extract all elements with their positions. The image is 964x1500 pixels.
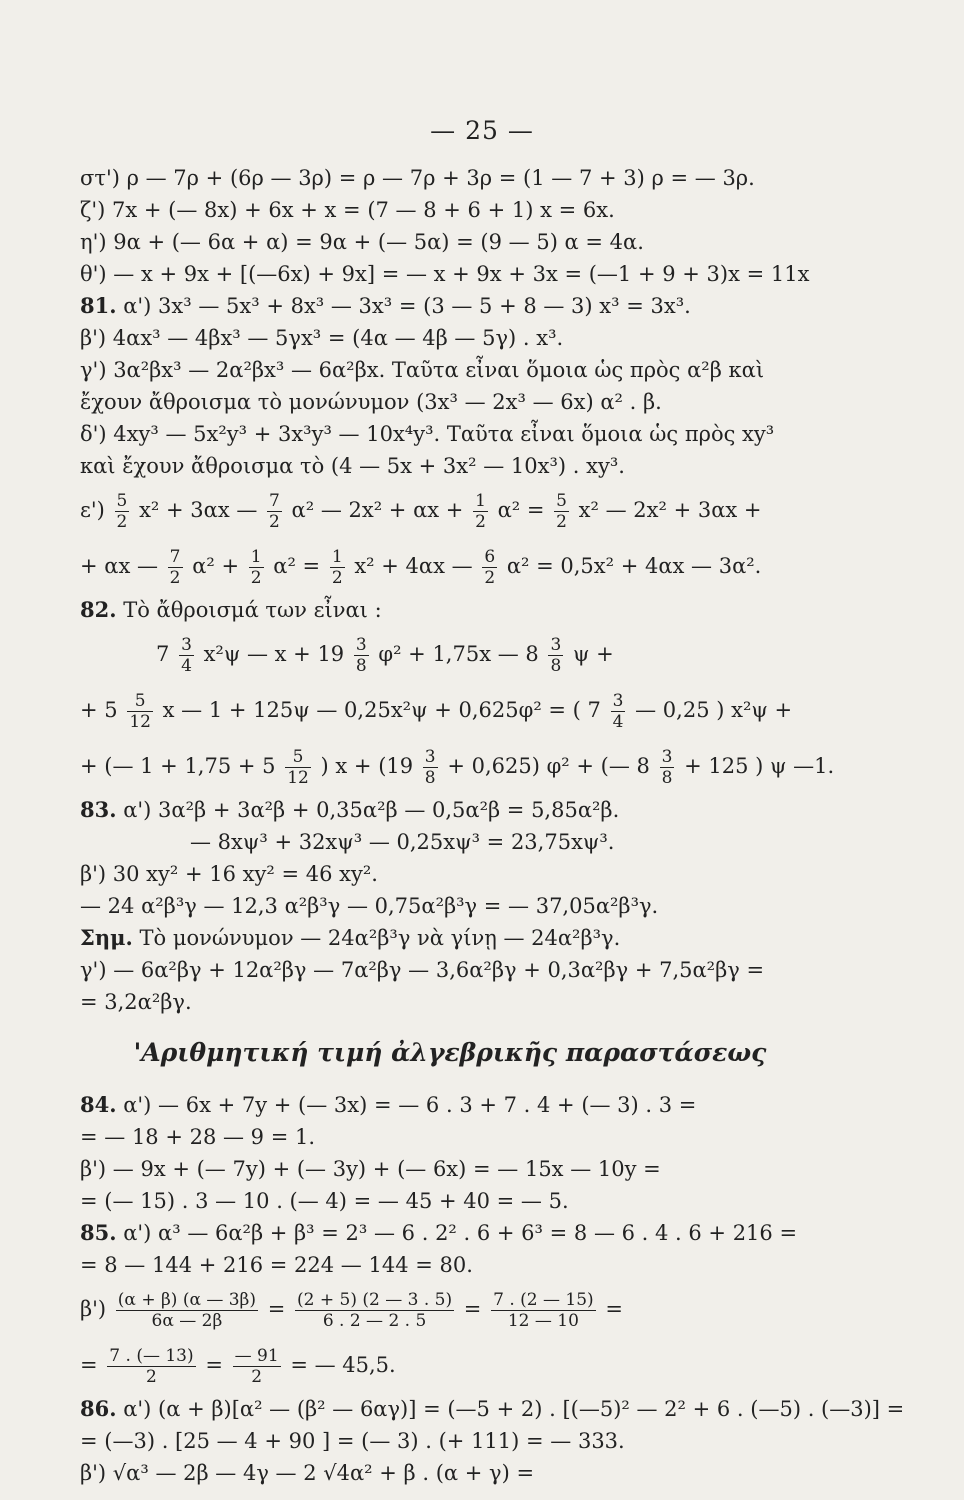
denominator: 8 [355,656,367,676]
text-span: α² + [192,554,240,578]
text-line: καὶ ἔχουν ἄθροισμα τὸ (4 — 5x + 3x² — 10x³) . xy³. [80,454,625,478]
text-span: = [80,1353,98,1377]
text-line: — 24 α²β³γ — 12,3 α²β³γ — 0,75α²β³γ = — 37,05α²β³γ. [80,894,659,918]
text-span: α² = 0,5x² + 4αx — 3α². [506,554,762,578]
text-line: = 3,2α²βγ. [80,990,192,1014]
text-span: ε') [80,498,105,522]
text-span: α') 3x³ — 5x³ + 8x³ — 3x³ = (3 — 5 + 8 — 3) x³ = 3x³. [116,294,691,318]
fraction [660,747,675,788]
text-line: β') — 9x + (— 7y) + (— 3y) + (— 6x) = — 15x — 10y = [80,1157,661,1181]
text-span: = [267,1297,286,1321]
text-span: = [463,1297,482,1321]
fraction [285,747,311,788]
denominator: 2 [331,568,343,588]
denominator: 6α — 2β [151,1311,223,1331]
denominator: 2 [484,568,496,588]
numerator: 1 [331,547,343,567]
fraction [554,491,569,532]
exercise-number: 82. [80,597,117,622]
denominator: 2 [556,512,567,532]
numerator: 3 [355,635,367,655]
fraction [127,691,153,732]
denominator: 12 [129,712,151,732]
note-label: Σημ. [80,925,133,950]
fraction [295,1290,454,1331]
text-span: + (— 1 + 1,75 + 5 [80,754,276,778]
text-span: α² — 2x² + αx + [291,498,464,522]
text-span: x² — 2x² + 3αx + [578,498,762,522]
numerator: 5 [556,491,567,511]
text-span: = — 45,5. [290,1353,396,1377]
numerator: 3 [424,747,436,767]
numerator: 3 [661,747,673,767]
exercise-82 [80,594,820,626]
denominator: 8 [424,768,436,788]
numerator: 1 [250,547,262,567]
denominator: 12 — 10 [507,1311,579,1331]
text-line: β') 4αx³ — 4βx³ — 5γx³ = (4α — 4β — 5γ) . x³. [80,326,564,350]
text-line: β') √α³ — 2β — 4γ — 2 √4α² + β . (α + γ) = [80,1461,535,1485]
denominator: 4 [612,712,624,732]
text-line: = (— 15) . 3 — 10 . (— 4) = — 45 + 40 = — 5. [80,1189,569,1213]
denominator: 6 . 2 — 2 . 5 [322,1311,427,1331]
fraction [168,547,183,588]
text-line: — 8xψ³ + 32xψ³ — 0,25xψ³ = 23,75xψ³. [190,830,615,854]
text-span: β') [80,1297,107,1321]
denominator: 2 [250,568,262,588]
text-span: — 0,25 ) x²ψ + [635,698,793,722]
text-line: = 8 — 144 + 216 = 224 — 144 = 80. [80,1253,473,1277]
denominator: 2 [146,1367,157,1387]
fraction-line [80,738,835,794]
numerator: — 91 [234,1346,279,1366]
fraction-line [80,482,820,538]
numerator: 1 [475,491,486,511]
denominator: 2 [169,568,181,588]
denominator: 2 [116,512,128,532]
text-span: x² + 4αx — [354,554,473,578]
text-span: Τὸ ἄθροισμά των εἶναι : [116,598,382,622]
section-heading: 'Αριθμητική τιμή ἀλγεβρικῆς παραστάσεως [133,1038,767,1067]
text-span: ) x + (19 [320,754,414,778]
fraction-line [80,682,820,738]
fraction [107,1346,195,1387]
fraction [267,491,282,532]
text-span: α') 3α²β + 3α²β + 0,35α²β — 0,5α²β = 5,85α²β. [116,798,620,822]
text-span: x² + 3αx — [139,498,258,522]
text-line: ἔχουν ἄθροισμα τὸ μονώνυμον (3x³ — 2x³ — 6x) α² . β. [80,390,662,414]
text-line: γ') — 6α²βγ + 12α²βγ — 7α²βγ — 3,6α²βγ + 0,3α²βγ + 7,5α²βγ = [80,958,765,982]
text-span: Τὸ μονώνυμον — 24α²β³γ νὰ γίνῃ — 24α²β³γ. [132,926,621,950]
exercise-83 [80,794,820,826]
fraction-line [80,1281,820,1337]
numerator: 7 [169,547,181,567]
fraction [116,1290,258,1331]
fraction [179,635,194,676]
page-number: — 25 — [430,116,534,145]
fraction-line [80,538,820,594]
exercise-number: 81. [80,293,117,318]
exercise-number: 85. [80,1220,117,1245]
text-span: α² = [497,498,545,522]
text-span: 7 [156,642,170,666]
fraction [354,635,369,676]
fraction [473,491,488,532]
fraction [423,747,438,788]
numerator: 7 . (— 13) [109,1346,194,1366]
numerator: 3 [181,635,192,655]
text-span: α') (α + β)[α² — (β² — 6αγ)] = (—5 + 2) . [(—5)² — 2² + 6 . (—5) . (—3)] = [116,1397,905,1421]
numerator: 6 [484,547,496,567]
text-line: = (—3) . [25 — 4 + 90 ] = (— 3) . (+ 111) = — 333. [80,1429,625,1453]
text-line: η') 9α + (— 6α + α) = 9α + (— 5α) = (9 — 5) α = 4α. [80,230,644,254]
text-span: = [205,1353,223,1377]
numerator: 3 [612,691,624,711]
text-span: + 125 ) ψ —1. [684,754,835,778]
exercise-number: 83. [80,797,117,822]
denominator: 8 [550,656,562,676]
page-content [80,162,905,1489]
denominator: 2 [475,512,486,532]
text-span: α² = [273,554,321,578]
text-span: α') α³ — 6α²β + β³ = 2³ — 6 . 2² . 6 + 6³ = 8 — 6 . 4 . 6 + 216 = [116,1221,798,1245]
text-span: α') — 6x + 7y + (— 3x) = — 6 . 3 + 7 . 4 + (— 3) . 3 = [116,1093,697,1117]
text-span: ψ + [572,642,614,666]
numerator: (2 + 5) (2 — 3 . 5) [297,1290,453,1310]
text-line: δ') 4xy³ — 5x²y³ + 3x³y³ — 10x⁴y³. Ταῦτα εἶναι ὅμοια ὡς πρὸς xy³ [80,422,775,446]
exercise-number: 84. [80,1092,117,1117]
fraction [548,635,563,676]
numerator: 5 [127,691,153,712]
numerator: 5 [116,491,128,511]
denominator: 2 [269,512,280,532]
text-line: γ') 3α²βx³ — 2α²βx³ — 6α²βx. Ταῦτα εἶναι ὅμοια ὡς πρὸς α²β καὶ [80,358,765,382]
numerator: 7 . (2 — 15) [493,1290,594,1310]
denominator: 12 [287,768,309,788]
text-span: + αx — [80,554,158,578]
note-line [80,922,820,954]
fraction [233,1346,281,1387]
exercise-86 [80,1393,905,1425]
fraction [330,547,345,588]
exercise-84 [80,1089,820,1121]
text-line: ζ') 7x + (— 8x) + 6x + x = (7 — 8 + 6 + 1) x = 6x. [80,198,615,222]
numerator: 7 [269,491,280,511]
denominator: 8 [661,768,673,788]
fraction [482,547,497,588]
fraction [249,547,264,588]
text-span: φ² + 1,75x — 8 [378,642,539,666]
text-span: + 0,625) φ² + (— 8 [447,754,650,778]
numerator: (α + β) (α — 3β) [117,1290,257,1310]
text-span: x — 1 + 125ψ — 0,25x²ψ + 0,625φ² = ( 7 [162,698,601,722]
denominator: 4 [181,656,192,676]
denominator: 2 [251,1367,263,1387]
text-span: = [605,1297,623,1321]
fraction [115,491,130,532]
text-line: β') 30 xy² + 16 xy² = 46 xy². [80,862,378,886]
text-line: θ') — x + 9x + [(—6x) + 9x] = — x + 9x + 3x = (—1 + 9 + 3)x = 11x [80,262,810,286]
fraction [491,1290,596,1331]
text-span: + 5 [80,698,118,722]
numerator: 5 [285,747,311,768]
fraction-line [80,1337,820,1393]
numerator: 3 [550,635,562,655]
fraction [611,691,626,732]
exercise-81 [80,290,820,322]
exercise-85 [80,1217,820,1249]
text-line: στ') ρ — 7ρ + (6ρ — 3ρ) = ρ — 7ρ + 3ρ = (1 — 7 + 3) ρ = — 3ρ. [80,166,755,190]
text-line: = — 18 + 28 — 9 = 1. [80,1125,316,1149]
fraction-line [80,626,820,682]
text-span: x²ψ — x + 19 [203,642,345,666]
exercise-number: 86. [80,1396,117,1421]
